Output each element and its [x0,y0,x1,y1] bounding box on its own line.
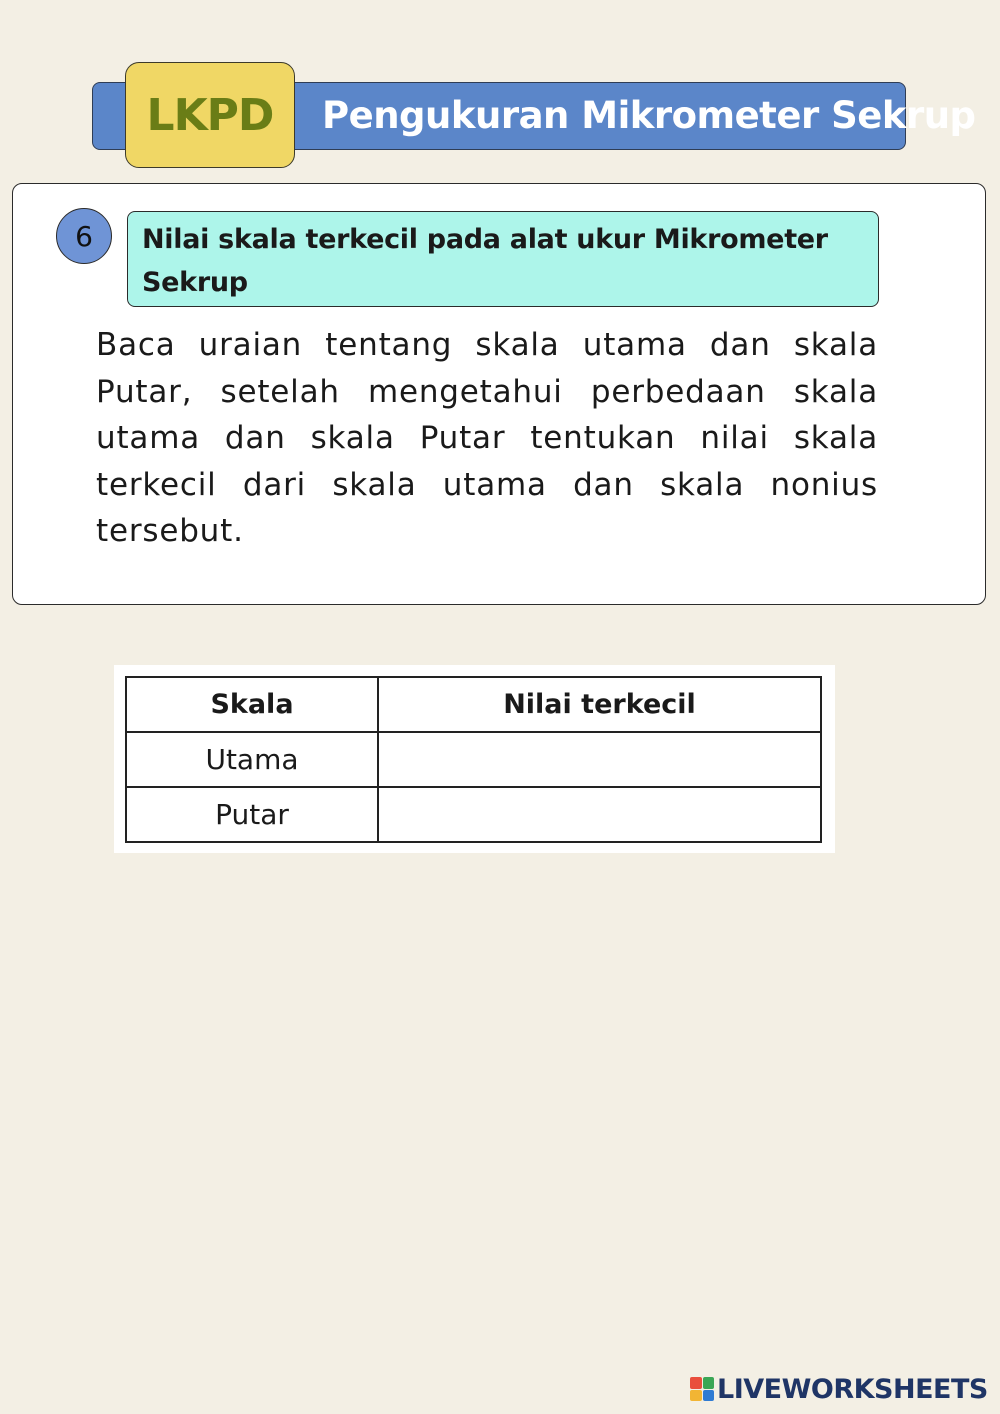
column-header-skala: Skala [126,677,378,732]
lkpd-badge: LKPD [125,62,295,168]
answer-field-utama[interactable] [378,732,821,787]
column-header-nilai-terkecil: Nilai terkecil [378,677,821,732]
table-row [126,732,821,787]
answer-table [125,676,822,843]
logo-square-3 [690,1390,702,1402]
row-label-utama: Utama [126,732,378,787]
logo-square-2 [703,1377,715,1389]
liveworksheets-logo-icon [690,1377,714,1401]
liveworksheets-brand[interactable] [690,1373,988,1405]
logo-square-1 [690,1377,702,1389]
worksheet-title: Pengukuran Mikrometer Sekrup [322,94,976,137]
brand-name: LIVEWORKSHEETS [717,1373,988,1405]
question-title: Nilai skala terkecil pada alat ukur Mikrometer Sekrup [127,211,879,307]
question-instructions: Baca uraian tentang skala utama dan skala Putar, setelah mengetahui perbedaan skala utama dan skala Putar tentukan nilai skala terkecil dari skala utama dan skala nonius tersebut. [96,327,878,549]
question-number: 6 [56,208,112,264]
logo-square-4 [703,1390,715,1402]
table-header-row [126,677,821,732]
answer-table-container [114,665,835,853]
answer-field-putar[interactable] [378,787,821,842]
table-row [126,787,821,842]
row-label-putar: Putar [126,787,378,842]
